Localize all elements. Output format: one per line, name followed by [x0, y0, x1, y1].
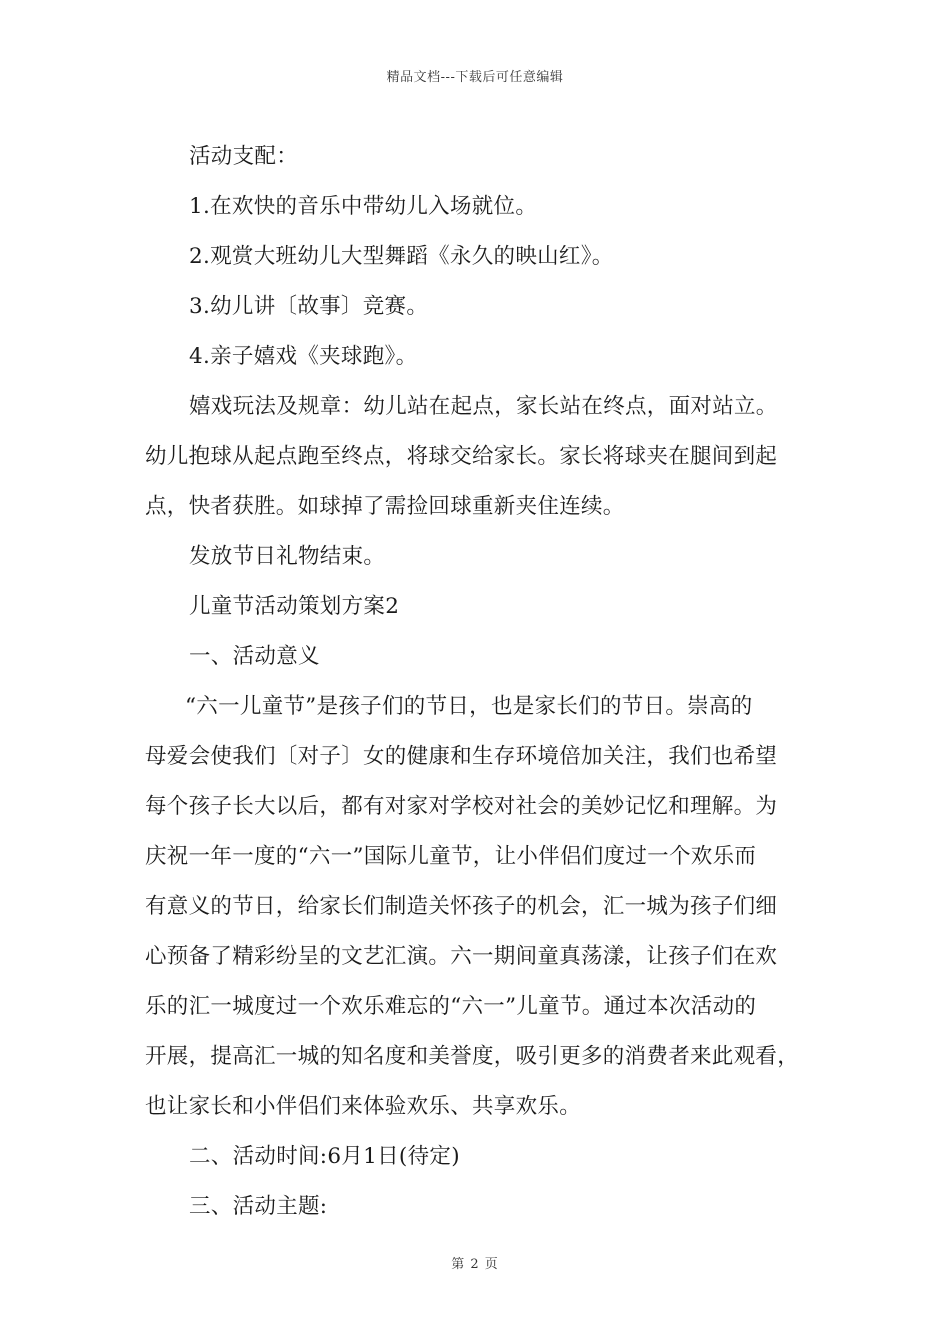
paragraph-line: 乐的汇一城度过一个欢乐难忘的“六一”儿童节。通过本次活动的: [145, 994, 757, 1019]
list-item: 1.在欢快的音乐中带幼儿入场就位。: [189, 194, 538, 219]
paragraph-line: 也让家长和小伴侣们来体验欢乐、共享欢乐。: [145, 1094, 582, 1119]
paragraph-line: 嬉戏玩法及规章：幼儿站在起点，家长站在终点，面对站立。: [189, 394, 778, 419]
page-header: 精品文档---下载后可任意编辑: [386, 70, 564, 85]
paragraph-line: 开展，提高汇一城的知名度和美誉度，吸引更多的消费者来此观看，: [145, 1044, 800, 1069]
section-title: 儿童节活动策划方案2: [189, 594, 400, 619]
paragraph-line: “六一儿童节”是孩子们的节日，也是家长们的节日。崇高的: [185, 694, 753, 719]
section-heading: 二、活动时间:6月1日(待定): [189, 1144, 460, 1169]
list-item: 3.幼儿讲〔故事〕竞赛。: [189, 294, 429, 319]
list-item: 4.亲子嬉戏《夹球跑》。: [189, 344, 418, 369]
paragraph-line: 心预备了精彩纷呈的文艺汇演。六一期间童真荡漾，让孩子们在欢: [145, 944, 778, 969]
document-body: [145, 132, 810, 1232]
paragraph-line: 幼儿抱球从起点跑至终点，将球交给家长。家长将球夹在腿间到起: [145, 444, 778, 469]
list-item: 2.观赏大班幼儿大型舞蹈《永久的映山红》。: [189, 244, 614, 269]
paragraph-line: 点，快者获胜。如球掉了需捡回球重新夹住连续。: [145, 494, 625, 519]
paragraph-line: 发放节日礼物结束。: [189, 544, 386, 569]
paragraph-line: 活动支配：: [189, 144, 299, 169]
paragraph-line: 有意义的节日，给家长们制造关怀孩子的机会，汇一城为孩子们细: [145, 894, 778, 919]
paragraph-line: 母爱会使我们〔对子〕女的健康和生存环境倍加关注，我们也希望: [145, 744, 778, 769]
paragraph-line: 每个孩子长大以后，都有对家对学校对社会的美妙记忆和理解。为: [145, 794, 778, 819]
paragraph-line: 庆祝一年一度的“六一”国际儿童节，让小伴侣们度过一个欢乐而: [145, 844, 757, 869]
section-heading: 三、活动主题:: [189, 1194, 328, 1219]
section-heading: 一、活动意义: [189, 644, 320, 669]
page-number: 第 2 页: [451, 1257, 499, 1272]
